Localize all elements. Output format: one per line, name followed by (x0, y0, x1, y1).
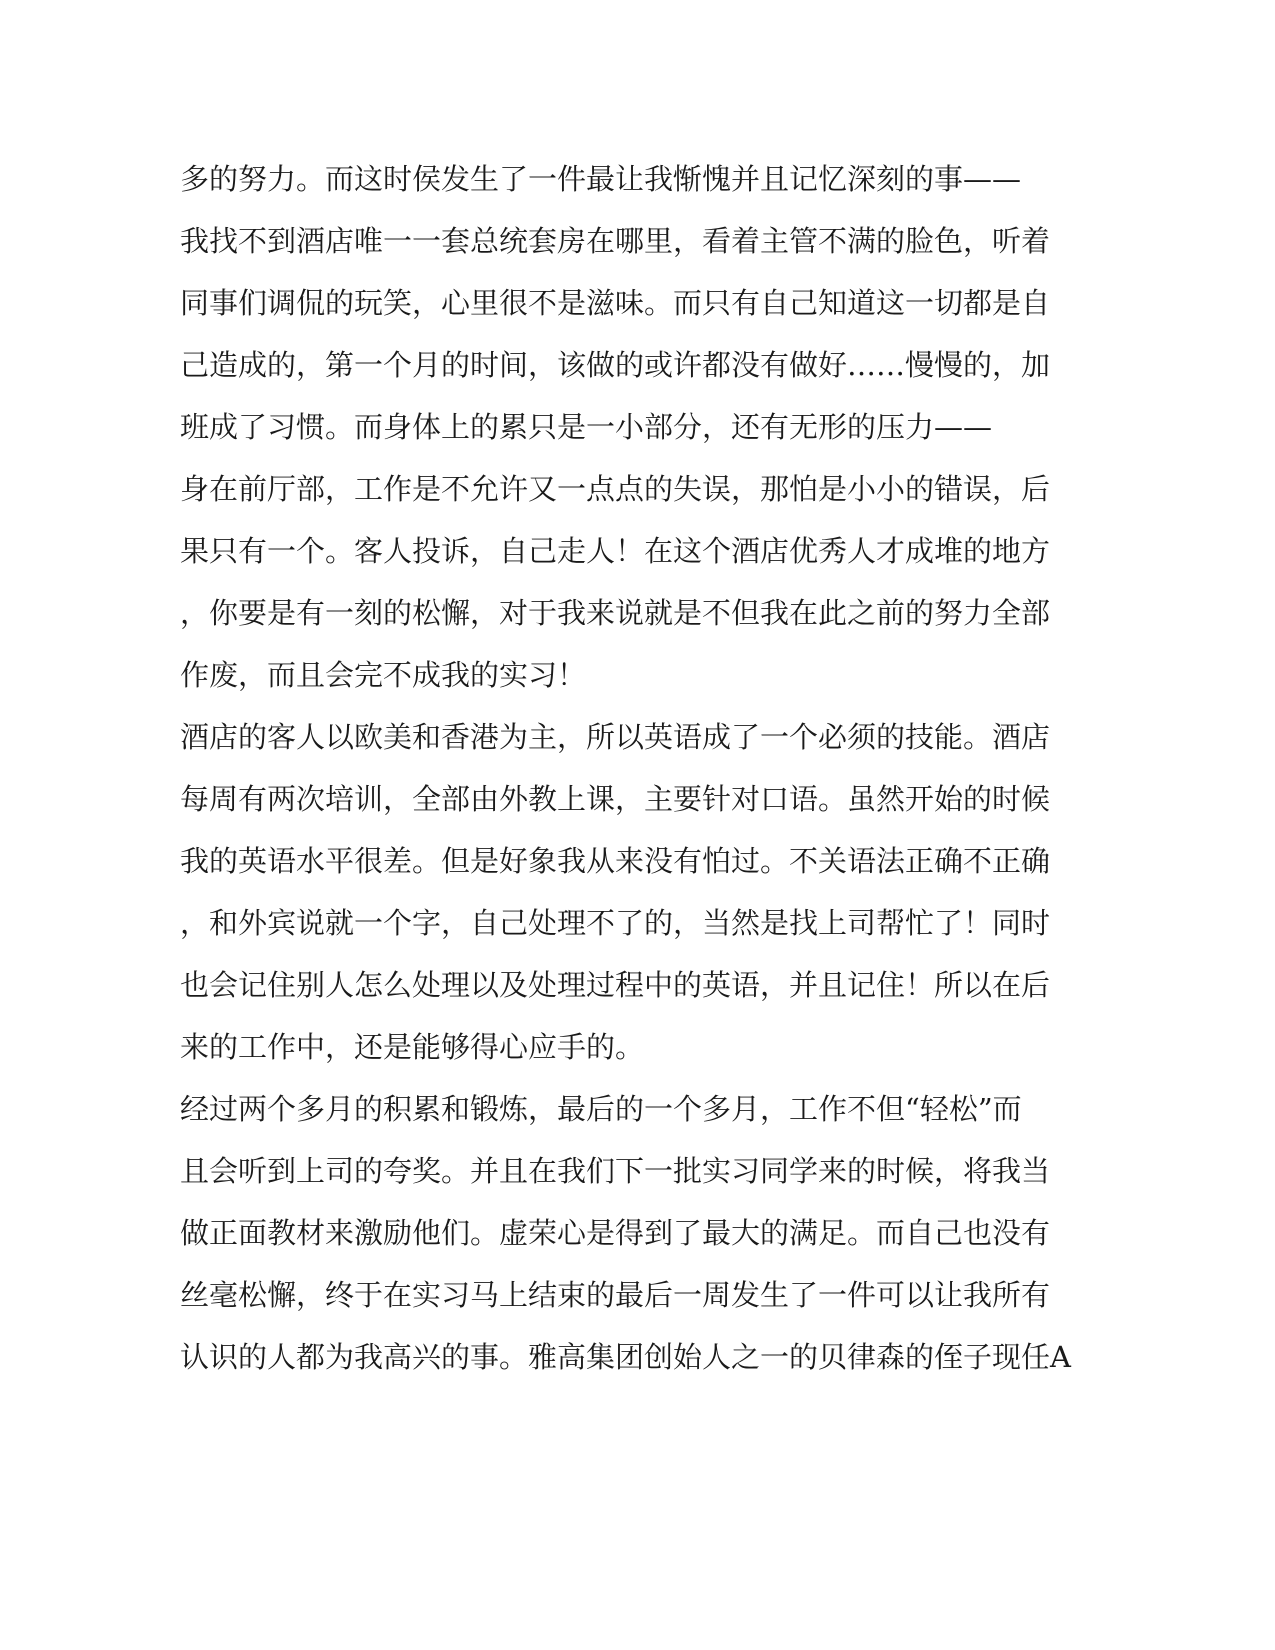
text-line: 同事们调侃的玩笑，心里很不是滋味。而只有自己知道这一切都是自 (180, 286, 1051, 320)
text-line: 也会记住别人怎么处理以及处理过程中的英语，并且记住！所以在后 (180, 968, 1051, 1002)
text-line: 我的英语水平很差。但是好象我从来没有怕过。不关语法正确不正确 (180, 844, 1051, 878)
text-line: 且会听到上司的夸奖。并且在我们下一批实习同学来的时候，将我当 (180, 1154, 1051, 1188)
text-line: 多的努力。而这时侯发生了一件最让我惭愧并且记忆深刻的事—— (180, 162, 1022, 196)
text-line: 认识的人都为我高兴的事。雅高集团创始人之一的贝律森的侄子现任A (180, 1340, 1071, 1374)
text-line: ，你要是有一刻的松懈，对于我来说就是不但我在此之前的努力全部 (180, 596, 1051, 630)
text-line: 班成了习惯。而身体上的累只是一小部分，还有无形的压力—— (180, 410, 993, 444)
text-line: 酒店的客人以欧美和香港为主，所以英语成了一个必须的技能。酒店 (180, 720, 1051, 754)
text-line: 作废，而且会完不成我的实习！ (180, 658, 587, 692)
text-line: 己造成的，第一个月的时间，该做的或许都没有做好……慢慢的，加 (180, 348, 1051, 382)
text-line: 我找不到酒店唯一一套总统套房在哪里，看着主管不满的脸色，听着 (180, 224, 1051, 258)
text-line: 身在前厅部，工作是不允许又一点点的失误，那怕是小小的错误，后 (180, 472, 1051, 506)
text-line: 每周有两次培训，全部由外教上课，主要针对口语。虽然开始的时候 (180, 782, 1051, 816)
text-line: ，和外宾说就一个字，自己处理不了的，当然是找上司帮忙了！同时 (180, 906, 1051, 940)
text-line: 经过两个多月的积累和锻炼，最后的一个多月，工作不但“轻松”而 (180, 1092, 1022, 1126)
text-line: 来的工作中，还是能够得心应手的。 (180, 1030, 645, 1064)
text-line: 做正面教材来激励他们。虚荣心是得到了最大的满足。而自己也没有 (180, 1216, 1051, 1250)
body-text (180, 148, 1071, 1388)
text-line: 丝毫松懈，终于在实习马上结束的最后一周发生了一件可以让我所有 (180, 1278, 1051, 1312)
text-line: 果只有一个。客人投诉，自己走人！在这个酒店优秀人才成堆的地方 (180, 534, 1051, 568)
